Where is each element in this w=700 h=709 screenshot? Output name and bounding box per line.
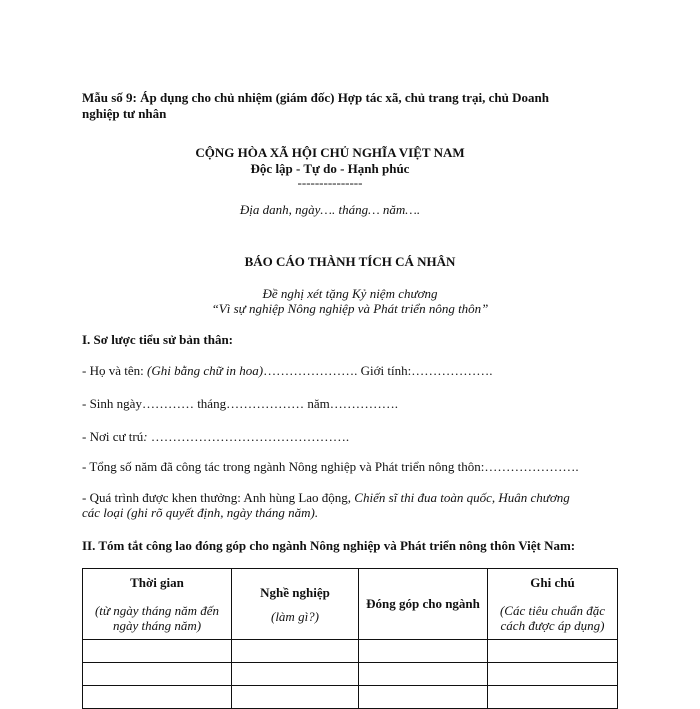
col-occupation-sub: (làm gì?)	[270, 608, 320, 624]
awards-italic: Chiến sĩ thi đua toàn quốc, Huân chương	[354, 490, 570, 505]
name-hint: (Ghi bằng chữ in hoa)	[146, 363, 264, 378]
years-of-service-line: - Tổng số năm đã công tác trong ngành Nông nghiệp và Phát triển nông thôn:………………….	[82, 459, 579, 474]
report-title: BÁO CÁO THÀNH TÍCH CÁ NHÂN	[244, 254, 456, 269]
col-contribution-header	[359, 569, 488, 640]
motto-rule: ---------------	[297, 175, 363, 190]
date-of-birth-line: - Sinh ngày………… tháng……………… năm…………….	[82, 396, 398, 411]
residence-line	[82, 429, 349, 445]
table-cell	[232, 663, 359, 686]
national-title: CỘNG HÒA XÃ HỘI CHỦ NGHĨA VIỆT NAM	[195, 145, 465, 160]
residence-colon: :	[143, 429, 148, 444]
national-motto: Độc lập - Tự do - Hạnh phúc	[250, 161, 410, 176]
awards-label: - Quá trình được khen thưởng: Anh hùng Lao động,	[82, 490, 355, 505]
section-2-heading: II. Tóm tắt công lao đóng góp cho ngành Nông nghiệp và Phát triển nông thôn Việt Nam:	[82, 538, 576, 553]
table-cell	[359, 686, 488, 709]
table-cell	[83, 686, 232, 709]
table-cell	[232, 640, 359, 663]
table-row	[83, 663, 618, 686]
col-time-sub-1: (từ ngày tháng năm đến	[94, 603, 220, 618]
col-notes-title: Ghi chú	[530, 575, 575, 590]
name-line	[82, 363, 492, 379]
col-notes-sub-1: (Các tiêu chuẩn đặc	[499, 603, 606, 618]
table-cell	[488, 686, 618, 709]
awards-line-2: các loại (ghi rõ quyết định, ngày tháng năm).	[82, 505, 319, 520]
table-row	[83, 686, 618, 709]
col-notes-header	[488, 569, 618, 640]
table-cell	[359, 640, 488, 663]
table-row	[83, 640, 618, 663]
table-cell	[488, 640, 618, 663]
table-header-row	[83, 569, 618, 640]
awards-line-1	[82, 490, 570, 506]
report-subtitle-1: Đề nghị xét tặng Kỷ niệm chương	[262, 286, 438, 301]
col-time-title: Thời gian	[130, 575, 184, 590]
contribution-table	[82, 568, 618, 709]
table-cell	[359, 663, 488, 686]
name-gender-dots: …………………. Giới tính:……………….	[263, 363, 493, 378]
table-cell	[232, 686, 359, 709]
col-occupation-header	[232, 569, 359, 640]
table-cell	[83, 663, 232, 686]
name-label: - Họ và tên:	[82, 363, 147, 378]
section-1-heading: I. Sơ lược tiểu sử bản thân:	[82, 332, 233, 347]
form-note-line2: nghiệp tư nhân	[82, 106, 167, 121]
col-contribution-title: Đóng góp cho ngành	[366, 596, 480, 611]
col-notes-sub-2: cách được áp dụng)	[500, 618, 605, 633]
residence-label: - Nơi cư trú	[82, 429, 144, 444]
residence-dots: ……………………………………….	[147, 429, 350, 444]
table-cell	[488, 663, 618, 686]
col-time-header	[83, 569, 232, 640]
col-occupation-title: Nghề nghiệp	[260, 584, 330, 600]
form-note-line1: Mẫu số 9: Áp dụng cho chủ nhiệm (giám đốc) Hợp tác xã, chủ trang trại, chủ Doanh	[82, 90, 549, 105]
table-cell	[83, 640, 232, 663]
place-date-line: Địa danh, ngày…. tháng… năm….	[239, 202, 421, 217]
col-time-sub-2: ngày tháng năm)	[112, 618, 202, 633]
report-subtitle-2: “Vì sự nghiệp Nông nghiệp và Phát triển nông thôn”	[211, 301, 489, 316]
